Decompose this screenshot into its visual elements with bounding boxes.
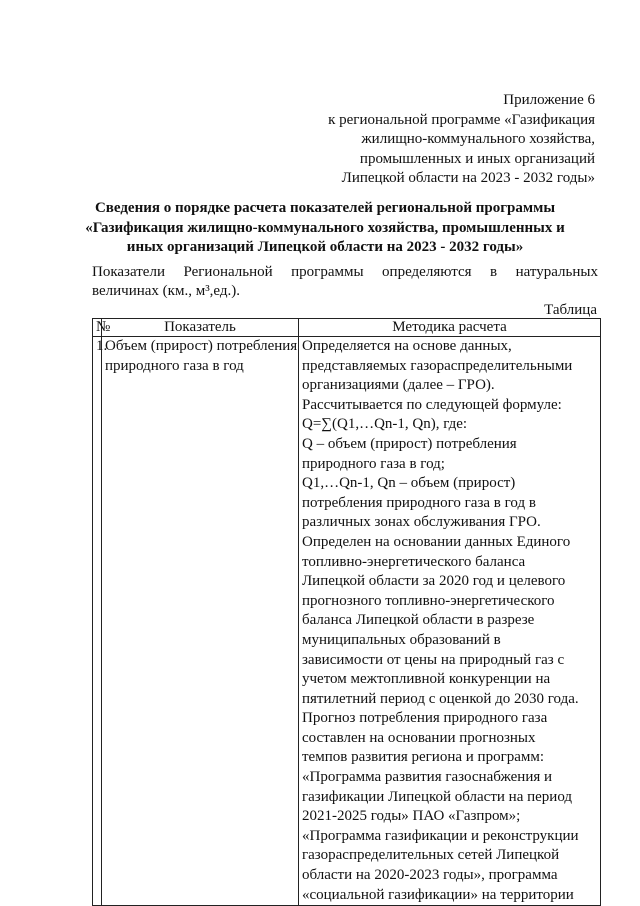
method-line: газораспределительных сетей Липецкой xyxy=(302,847,560,864)
header-indicator: Показатель xyxy=(102,319,299,337)
indicators-table xyxy=(92,318,601,906)
appendix-line: к региональной программе «Газификация xyxy=(328,111,595,128)
appendix-line: Приложение 6 xyxy=(503,92,595,108)
method-line: области на 2020-2023 годы», программа xyxy=(302,867,558,884)
header-method: Методика расчета xyxy=(299,319,601,337)
method-line: 2021-2025 годы» ПАО «Газпром»; xyxy=(302,808,521,825)
method-line: Q=∑(Q1,…Qn-1, Qn), где: xyxy=(302,416,468,433)
method-line: Определен на основании данных Единого xyxy=(302,533,571,550)
method-line: баланса Липецкой области в разрезе xyxy=(302,612,535,629)
method-line: «социальной газификации» на территории xyxy=(302,886,574,903)
appendix-line: жилищно-коммунального хозяйства, xyxy=(361,131,595,148)
method-line: потребления природного газа в год в xyxy=(302,494,536,511)
method-line: представляемых газораспределительными xyxy=(302,357,573,374)
method-line: Q – объем (прирост) потребления xyxy=(302,435,517,452)
table-caption: Таблица xyxy=(544,302,597,318)
intro-paragraph-line2: величинах (км., м³,ед.). xyxy=(92,283,241,299)
appendix-line: промышленных и иных организаций xyxy=(359,150,595,167)
method-line: «Программа развития газоснабжения и xyxy=(302,769,553,786)
method-line: пятилетний период с оценкой до 2030 года. xyxy=(302,690,579,707)
table-header-row xyxy=(93,319,601,337)
method-cell xyxy=(299,337,601,906)
method-line: составлен на основании прогнозных xyxy=(302,729,536,746)
method-line: различных зонах обслуживания ГРО. xyxy=(302,514,541,531)
document-title xyxy=(60,199,590,258)
method-line: топливно-энергетического баланса xyxy=(302,553,526,570)
method-line: Рассчитывается по следующей формуле: xyxy=(302,396,562,413)
indicator-line: природного газа в год xyxy=(105,357,244,374)
table-row xyxy=(93,337,601,906)
method-line: Определяется на основе данных, xyxy=(302,338,512,354)
intro-paragraph-line1: Показатели Региональной программы определяются в натуральных xyxy=(92,264,598,280)
title-line: Сведения о порядке расчета показателей региональной программы xyxy=(94,200,556,216)
method-line: организациями (далее – ГРО). xyxy=(302,377,495,394)
header-number: № xyxy=(93,319,102,337)
title-line: иных организаций Липецкой области на 2023 - 2032 годы» xyxy=(126,239,524,256)
indicator-cell xyxy=(102,337,299,906)
method-line: Липецкой области за 2020 год и целевого xyxy=(302,573,566,590)
method-line: «Программа газификации и реконструкции xyxy=(302,827,579,844)
method-line: Q1,…Qn-1, Qn – объем (прирост) xyxy=(302,475,516,492)
method-line: прогнозного топливно-энергетического xyxy=(302,592,555,609)
appendix-heading xyxy=(328,91,595,189)
method-line: газификации Липецкой области на период xyxy=(302,788,573,805)
method-line: природного газа в год; xyxy=(302,455,445,472)
method-line: зависимости от цены на природный газ с xyxy=(302,651,565,668)
method-line: темпов развития региона и программ: xyxy=(302,749,545,766)
appendix-line: Липецкой области на 2023 - 2032 годы» xyxy=(341,170,595,187)
method-line: учетом межтопливной конкуренции на xyxy=(302,671,551,688)
title-line: «Газификация жилищно-коммунального хозяйства, промышленных и xyxy=(85,219,565,236)
indicator-line: Объем (прирост) потребления xyxy=(105,338,298,354)
method-line: Прогноз потребления природного газа xyxy=(302,710,548,727)
row-number: 1. xyxy=(93,337,102,906)
method-line: муниципальных образований в xyxy=(302,631,501,648)
